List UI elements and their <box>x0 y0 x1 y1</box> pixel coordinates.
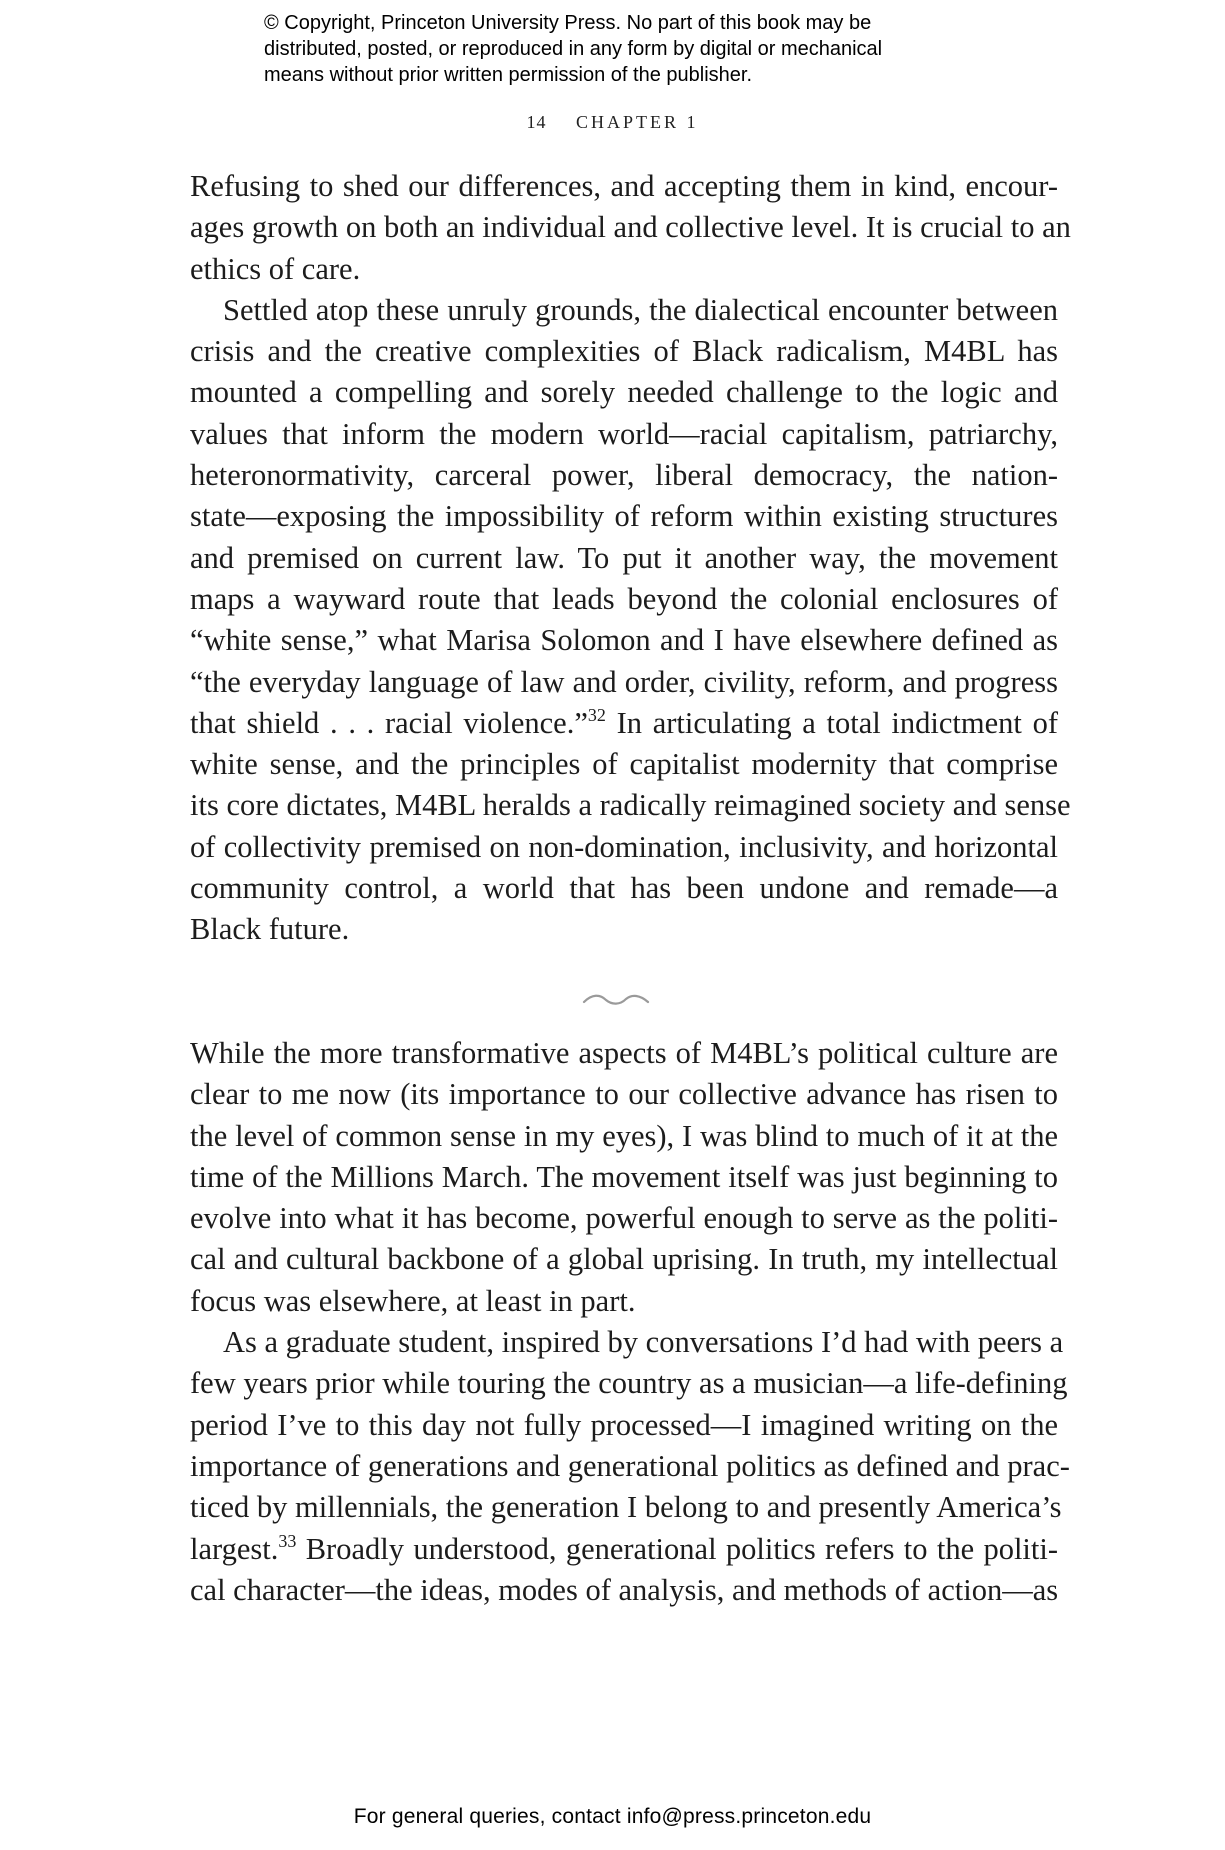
text-line: mounted a compelling and sorely needed challenge to the logic and <box>190 375 1058 410</box>
paragraph <box>190 1322 1070 1611</box>
paragraph <box>190 290 1071 951</box>
text-line: clear to me now (its importance to our collective advance has risen to <box>190 1077 1058 1112</box>
text-line: Settled atop these unruly grounds, the dialectical encounter between <box>223 292 1058 327</box>
text-segment: largest. <box>190 1531 279 1566</box>
text-line: and premised on current law. To put it another way, the movement <box>190 540 1058 575</box>
page-number: 14 <box>526 112 547 132</box>
copyright-notice <box>264 10 1024 88</box>
text-line: As a graduate student, inspired by conversations I’d had with peers a <box>223 1325 1064 1360</box>
text-line: period I’ve to this day not fully processed—I imagined writing on the <box>190 1407 1058 1442</box>
footnote-ref-32[interactable]: 32 <box>587 704 606 725</box>
body-section-1 <box>190 166 1071 951</box>
text-line: heteronormativity, carceral power, liberal democracy, the nation- <box>190 458 1058 493</box>
text-line-with-footnote <box>190 1529 1058 1570</box>
chapter-label: CHAPTER 1 <box>575 112 699 132</box>
text-line: ages growth on both an individual and collective level. It is crucial to an <box>190 210 1071 245</box>
text-line: crisis and the creative complexities of Black radicalism, M4BL has <box>190 334 1058 369</box>
text-line: the level of common sense in my eyes), I was blind to much of it at the <box>190 1118 1058 1153</box>
copyright-line: means without prior written permission of the publisher. <box>264 64 753 86</box>
text-line: ticed by millennials, the generation I belong to and presently America’s <box>190 1490 1062 1525</box>
text-line: of collectivity premised on non-domination, inclusivity, and horizontal <box>190 829 1058 864</box>
text-line: cal character—the ideas, modes of analysis, and methods of action—as <box>190 1572 1059 1607</box>
text-line: maps a wayward route that leads beyond the colonial enclosures of <box>190 581 1058 616</box>
text-line: Refusing to shed our differences, and accepting them in kind, encour- <box>190 169 1058 203</box>
copyright-line: distributed, posted, or reproduced in any form by digital or mechanical <box>264 38 883 60</box>
text-line: “white sense,” what Marisa Solomon and I have elsewhere defined as <box>190 623 1058 658</box>
text-line: “the everyday language of law and order, civility, reform, and progress <box>190 664 1058 699</box>
text-line: focus was elsewhere, at least in part. <box>190 1283 636 1318</box>
footnote-ref-33[interactable]: 33 <box>278 1530 297 1551</box>
text-line: While the more transformative aspects of M4BL’s political culture are <box>190 1036 1058 1070</box>
text-line-with-footnote <box>190 703 1058 744</box>
text-line: Black future. <box>190 912 350 947</box>
body-section-2 <box>190 1033 1070 1611</box>
text-line: values that inform the modern world—racial capitalism, patriarchy, <box>190 416 1058 451</box>
text-line: white sense, and the principles of capitalist modernity that comprise <box>190 747 1058 782</box>
text-line: time of the Millions March. The movement itself was just beginning to <box>190 1159 1058 1194</box>
text-line: cal and cultural backbone of a global uprising. In truth, my intellectual <box>190 1242 1058 1277</box>
text-segment: Broadly understood, generational politics refers to the politi- <box>296 1531 1058 1566</box>
paragraph <box>190 166 1071 290</box>
text-segment: that shield . . . racial violence.” <box>190 705 588 740</box>
copyright-line: © Copyright, Princeton University Press. No part of this book may be <box>264 12 872 34</box>
text-line: ethics of care. <box>190 251 361 286</box>
footer-contact: For general queries, contact info@press.princeton.edu <box>353 1805 872 1828</box>
text-line: importance of generations and generational politics as defined and prac- <box>190 1448 1070 1483</box>
running-head <box>0 112 1225 133</box>
text-line: community control, a world that has been undone and remade—a <box>190 871 1058 906</box>
text-line: evolve into what it has become, powerful enough to serve as the politi- <box>190 1201 1058 1236</box>
text-line: few years prior while touring the country as a musician—a life-defining <box>190 1366 1068 1401</box>
paragraph <box>190 1033 1058 1322</box>
text-segment: In articulating a total indictment of <box>605 705 1058 740</box>
text-line: state—exposing the impossibility of reform within existing structures <box>190 499 1058 534</box>
wave-ornament-icon <box>582 990 652 1010</box>
text-line: its core dictates, M4BL heralds a radically reimagined society and sense <box>190 788 1071 823</box>
